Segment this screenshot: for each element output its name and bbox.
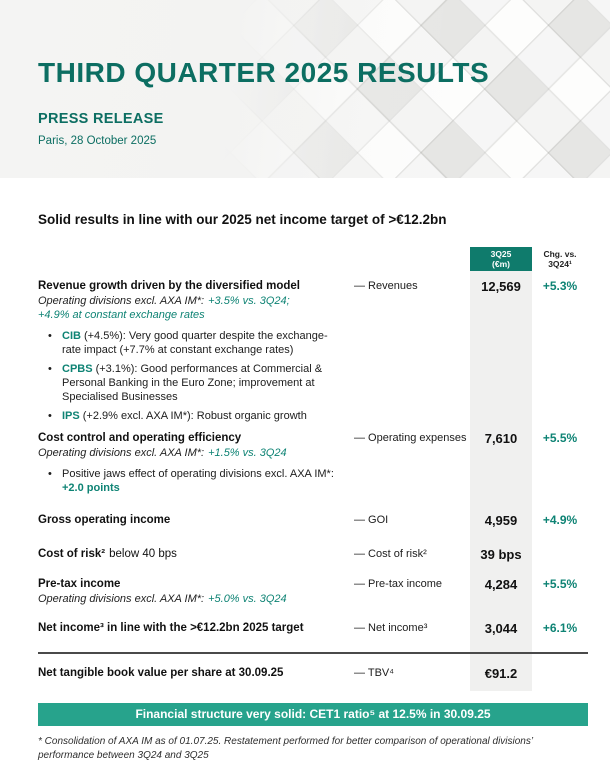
table-row-revenues [38,271,588,423]
change-column-header [532,247,588,271]
bullet-jaws-teal: +2.0 points [62,482,120,494]
revenues-subline-plain: Operating divisions excl. AXA IM*: [38,295,205,307]
headline: Solid results in line with our 2025 net income target of >€12.2bn [38,212,447,227]
table-row-net-income [38,621,588,636]
value-revenues: 12,569 [481,279,521,294]
revenues-subline-teal1: +3.5% vs. 3Q24; [208,295,290,307]
table-body-tbv [38,654,588,691]
metric-label-cost-of-risk: — Cost of risk² [354,548,427,560]
expenses-subline [38,446,342,460]
goi-commentary [38,513,350,528]
metric-label-expenses: — Operating expenses [354,432,467,444]
goi-title: Gross operating income [38,514,171,526]
tbv-title: Net tangible book value per share at 30.09.25 [38,667,284,679]
pretax-commentary [38,577,350,606]
table-row-pretax [38,577,588,606]
bullet-ips [38,409,342,423]
value-net-income: 3,044 [484,621,518,636]
revenues-commentary [38,279,350,423]
table-row-cost-of-risk [38,547,588,562]
bullet-jaws-text: Positive jaws effect of operating divisions excl. AXA IM*: [62,468,334,480]
net-income-title: Net income³ in line with the >€12.2bn 2025 target [38,622,304,634]
pretax-subline-teal: +5.0% vs. 3Q24 [208,593,287,605]
change-goi: +4.9% [542,513,578,527]
revenues-subline-teal2: +4.9% at constant exchange rates [38,309,205,321]
value-pretax: 4,284 [484,577,518,592]
table-row-goi [38,513,588,528]
metric-label-tbv: — TBV⁴ [354,667,394,679]
expenses-subline-plain: Operating divisions excl. AXA IM*: [38,447,205,459]
chg-header-line2: 3Q24¹ [548,259,572,269]
change-net-income: +6.1% [542,621,578,635]
bullet-cpbs [38,362,342,404]
expenses-commentary [38,431,350,495]
dateline: Paris, 28 October 2025 [38,135,157,148]
table-body [38,271,588,652]
bullet-ips-text: (+2.9% excl. AXA IM*): Robust organic growth [82,410,307,422]
change-expenses: +5.5% [542,431,578,445]
revenues-subline [38,294,342,322]
table-row-tbv [38,666,588,681]
cet1-banner: Financial structure very solid: CET1 ratio⁵ at 12.5% in 30.09.25 [38,703,588,726]
metric-label-revenues: — Revenues [354,280,418,292]
tbv-commentary [38,666,350,681]
metric-label-goi: — GOI [354,514,389,526]
revenues-title: Revenue growth driven by the diversified model [38,280,301,292]
bullet-cib-lead: CIB [62,330,81,342]
value-tbv: €91.2 [484,666,518,681]
value-column-header-badge [470,247,532,271]
results-table [38,247,588,691]
expenses-bullets [38,467,342,495]
pretax-title: Pre-tax income [38,578,121,590]
footnote: * Consolidation of AXA IM as of 01.07.25. Restatement performed for better comparison of operational divisions’ performance between 3Q24 and 3Q25 [38,736,533,761]
value-goi: 4,959 [484,513,518,528]
pretax-subline-plain: Operating divisions excl. AXA IM*: [38,593,205,605]
metric-label-net-income: — Net income³ [354,622,428,634]
press-release-label: PRESS RELEASE [38,111,164,128]
value-header-line1: 3Q25 [490,248,512,259]
page-title: THIRD QUARTER 2025 RESULTS [38,57,490,88]
value-header-line2: (€m) [492,259,510,269]
value-cost-of-risk: 39 bps [480,547,522,562]
cost-of-risk-title-bold: Cost of risk² [38,548,106,560]
table-header-row [38,247,588,271]
cost-of-risk-commentary [38,547,350,562]
bullet-jaws [38,467,342,495]
revenues-bullets [38,329,342,423]
table-row-expenses [38,431,588,495]
bullet-cpbs-text: (+3.1%): Good performances at Commercial & Personal Banking in the Euro Zone; improvement at Specialised Businesses [62,363,323,403]
cost-of-risk-title-rest: below 40 bps [109,548,177,560]
change-revenues: +5.3% [542,279,578,293]
change-pretax: +5.5% [542,577,578,591]
bullet-cpbs-lead: CPBS [62,363,93,375]
press-release-body [0,178,610,763]
bullet-ips-lead: IPS [62,410,80,422]
cost-of-risk-title [38,547,342,562]
metric-label-pretax: — Pre-tax income [354,578,443,590]
hero-header [0,0,610,178]
bullet-cib-text: (+4.5%): Very good quarter despite the exchange-rate impact (+7.7% at constant exchange rates) [62,330,328,356]
chg-header-line1: Chg. vs. [543,248,577,259]
expenses-title: Cost control and operating efficiency [38,432,242,444]
bullet-cib [38,329,342,357]
value-expenses: 7,610 [484,431,518,446]
expenses-subline-teal: +1.5% vs. 3Q24 [208,447,287,459]
net-income-commentary [38,621,350,636]
pretax-subline [38,592,342,606]
